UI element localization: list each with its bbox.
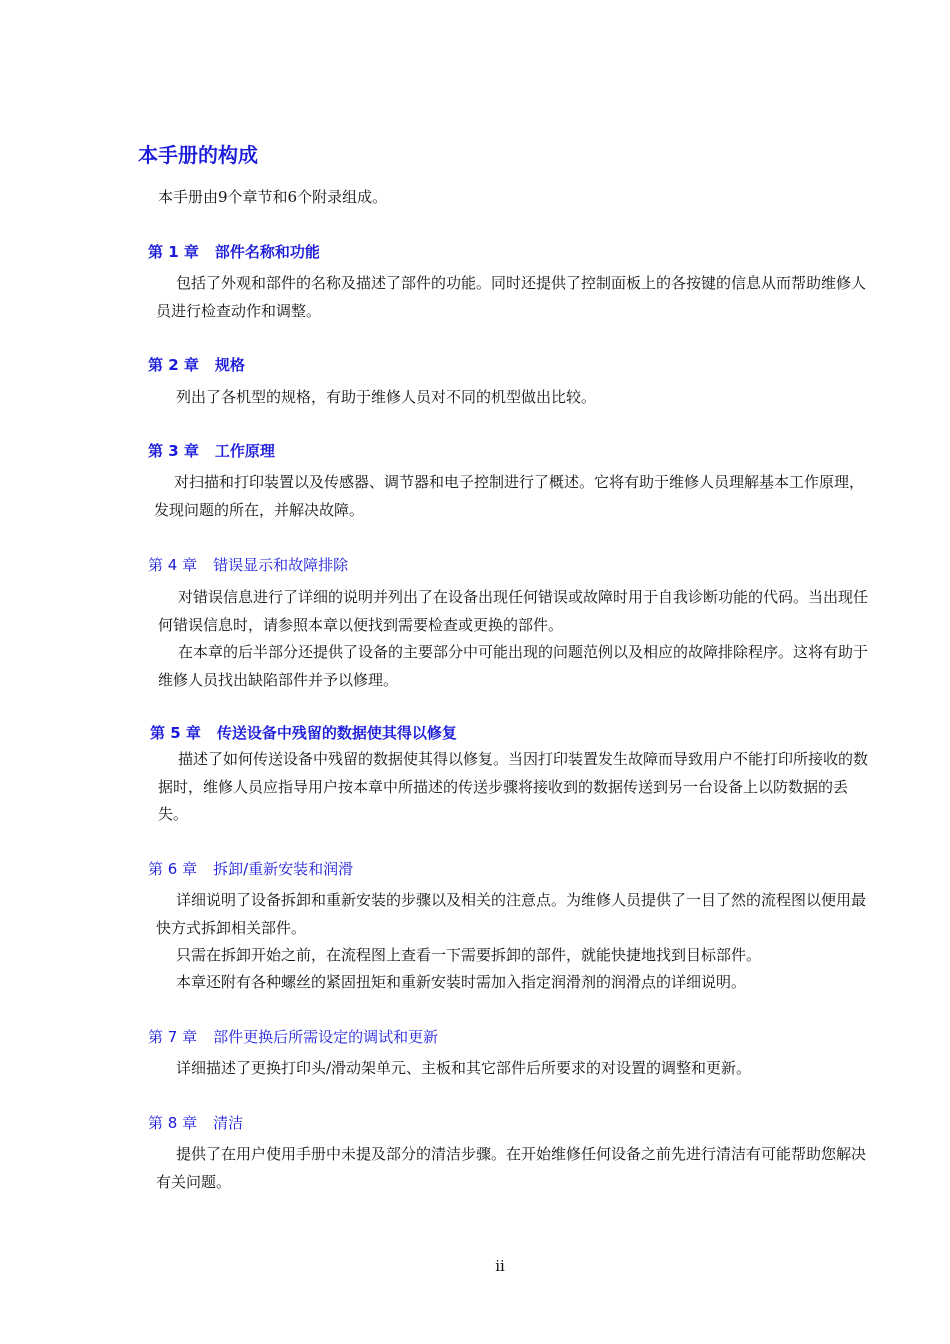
chapter-heading-6 bbox=[148, 857, 353, 881]
chapter-2-para-1: 列出了各机型的规格，有助于维修人员对不同的机型做出比较。 bbox=[176, 388, 597, 406]
chapter-number: 第 1 章 bbox=[148, 243, 199, 261]
chapter-5-para-1: 描述了如何传送设备中残留的数据使其得以修复。当因打印装置发生故障而导致用户不能打印所接收的数据时，维修人员应指导用户按本章中所描述的传送步骤将接收到的数据传送到另一台设备上以防数据的丢失。 bbox=[158, 750, 869, 823]
page-number: ii bbox=[495, 1257, 505, 1275]
chapter-number: 第 6 章 bbox=[148, 860, 198, 878]
chapter-6-para-2: 只需在拆卸开始之前，在流程图上查看一下需要拆卸的部件，就能快捷地找到目标部件。 bbox=[176, 946, 762, 964]
chapter-title: 拆卸/重新安装和润滑 bbox=[213, 860, 354, 878]
chapter-heading-4 bbox=[148, 553, 348, 577]
chapter-title: 错误显示和故障排除 bbox=[213, 556, 349, 574]
chapter-title: 传送设备中残留的数据使其得以修复 bbox=[216, 724, 457, 742]
chapter-number: 第 8 章 bbox=[148, 1114, 198, 1132]
intro-text: 本手册由9个章节和6个附录组成。 bbox=[158, 188, 388, 206]
chapter-1-para-1: 包括了外观和部件的名称及描述了部件的功能。同时还提供了控制面板上的各按键的信息从而帮助维修人员进行检查动作和调整。 bbox=[156, 274, 867, 320]
chapter-heading-5 bbox=[150, 721, 457, 745]
chapter-number: 第 3 章 bbox=[148, 442, 199, 460]
chapter-title: 工作原理 bbox=[214, 442, 275, 460]
chapter-heading-3 bbox=[148, 439, 275, 463]
chapter-heading-2 bbox=[148, 353, 245, 377]
chapter-8-para-1: 提供了在用户使用手册中未提及部分的清洁步骤。在开始维修任何设备之前先进行清洁有可能帮助您解决有关问题。 bbox=[156, 1145, 867, 1191]
chapter-3-para-1: 对扫描和打印装置以及传感器、调节器和电子控制进行了概述。它将有助于维修人员理解基本工作原理，发现问题的所在，并解决故障。 bbox=[154, 473, 865, 519]
chapter-heading-8 bbox=[148, 1111, 243, 1135]
chapter-heading-7 bbox=[148, 1025, 438, 1049]
chapter-number: 第 2 章 bbox=[148, 356, 199, 374]
chapter-title: 清洁 bbox=[213, 1114, 244, 1132]
chapter-number: 第 5 章 bbox=[150, 724, 201, 742]
chapter-heading-1 bbox=[148, 240, 320, 264]
chapter-number: 第 7 章 bbox=[148, 1028, 198, 1046]
chapter-4-para-1: 对错误信息进行了详细的说明并列出了在设备出现任何错误或故障时用于自我诊断功能的代码。当出现任何错误信息时，请参照本章以便找到需要检查或更换的部件。 bbox=[158, 588, 869, 634]
chapter-6-para-1: 详细说明了设备拆卸和重新安装的步骤以及相关的注意点。为维修人员提供了一目了然的流程图以便用最快方式拆卸相关部件。 bbox=[156, 891, 867, 937]
chapter-4-para-2: 在本章的后半部分还提供了设备的主要部分中可能出现的问题范例以及相应的故障排除程序。这将有助于维修人员找出缺陷部件并予以修理。 bbox=[158, 643, 869, 689]
chapter-6-para-3: 本章还附有各种螺丝的紧固扭矩和重新安装时需加入指定润滑剂的润滑点的详细说明。 bbox=[176, 973, 747, 991]
chapter-7-para-1: 详细描述了更换打印头/滑动架单元、主板和其它部件后所要求的对设置的调整和更新。 bbox=[176, 1059, 752, 1077]
chapter-title: 部件名称和功能 bbox=[214, 243, 320, 261]
chapter-number: 第 4 章 bbox=[148, 556, 198, 574]
chapter-title: 部件更换后所需设定的调试和更新 bbox=[213, 1028, 439, 1046]
page-title: 本手册的构成 bbox=[138, 143, 258, 167]
chapter-title: 规格 bbox=[214, 356, 245, 374]
